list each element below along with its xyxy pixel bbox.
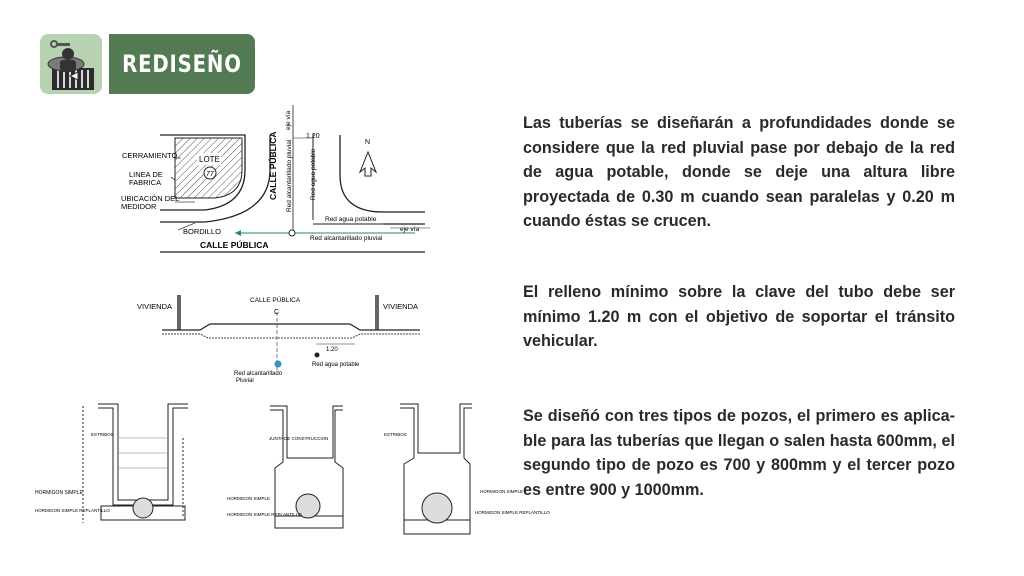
manhole-3-estribos-label: ESTRIBOS bbox=[384, 432, 407, 437]
section-dim-120: 1.20 bbox=[326, 347, 338, 353]
cross-section-drawing bbox=[130, 292, 430, 387]
manhole-type-1-drawing bbox=[33, 398, 193, 540]
page-title: REDISEÑO bbox=[122, 50, 242, 78]
plan-linea-fabrica-2: FABRICA bbox=[129, 178, 162, 187]
plan-red-pluvial-vertical: Red alcantarillado pluvial bbox=[286, 139, 293, 212]
header-icon-box bbox=[40, 34, 102, 94]
north-label: N bbox=[365, 139, 371, 146]
plan-view-drawing bbox=[115, 100, 435, 262]
manhole-2-hormigon-label: HORMIGON SIMPLE bbox=[227, 496, 271, 501]
paragraph-pipe-depth: Las tuberías se diseñarán a profundidades donde se considere que la red pluvial pase por debajo de la red de agua potable, donde se deje una altura libre proyectada de 0.30 m cuando sean paralelas y 0.20 m cuando éstas se crucen. bbox=[523, 114, 955, 230]
plan-eje-via-top: eje vía bbox=[285, 110, 292, 130]
plan-lote-number: 77 bbox=[206, 171, 214, 178]
plan-medidor-2: MEDIDOR bbox=[121, 202, 157, 211]
section-axis-label: C bbox=[274, 309, 280, 316]
manhole-1-hormigon-label: HORMIGON SIMPLE bbox=[35, 490, 83, 496]
manhole-3-replantillo-label: HORMIGON SIMPLE REPLANTILLO bbox=[475, 510, 550, 515]
plan-linea-fabrica-1: LINEA DE bbox=[129, 170, 163, 179]
plan-red-agua-horizontal: Red agua potable bbox=[325, 216, 377, 223]
manhole-2-junta-label: JUNTA DE CONSTRUCCION bbox=[269, 436, 329, 441]
section-calle-publica: CALLE PÚBLICA bbox=[250, 297, 301, 304]
paragraph-fill-minimum: El relleno mínimo sobre la clave del tubo debe ser mínimo 1.20 m con el objetivo de soportar el tránsito vehicular. bbox=[523, 283, 955, 350]
plan-calle-publica-vertical: CALLE PÚBLICA bbox=[268, 131, 278, 200]
plan-lote-label: LOTE bbox=[199, 155, 220, 164]
plan-eje-via-right: eje vía bbox=[400, 226, 420, 233]
manhole-1-estribos-label: ESTRIBOS bbox=[91, 432, 114, 437]
manhole-worker-icon bbox=[40, 34, 102, 94]
manhole-type-3-drawing bbox=[380, 398, 550, 540]
plan-bordillo-label: BORDILLO bbox=[183, 227, 221, 236]
section-red-pluvial-1: Red alcantarillado bbox=[234, 371, 283, 377]
plan-red-agua-vertical: Red agua potable bbox=[310, 148, 317, 200]
section-red-agua: Red agua potable bbox=[312, 362, 360, 368]
title-banner bbox=[109, 34, 255, 94]
plan-dim-120: 1.20 bbox=[306, 133, 320, 140]
manhole-1-replantillo-label: HORMIGON SIMPLE REPLANTILLO bbox=[35, 508, 110, 513]
plan-medidor-1: UBICACIÓN DEL bbox=[121, 194, 180, 203]
plan-cerramiento-label: CERRAMIENTO bbox=[122, 151, 178, 160]
manhole-2-replantillo-label: HORMIGON SIMPLE REPLANTILLO bbox=[227, 512, 302, 517]
section-red-pluvial-2: Pluvial bbox=[236, 378, 254, 384]
north-arrow-icon bbox=[360, 152, 376, 176]
section-vivienda-left: VIVIENDA bbox=[137, 302, 173, 311]
plan-calle-publica-horizontal: CALLE PÚBLICA bbox=[200, 240, 269, 250]
paragraph-manhole-types: Se diseñó con tres tipos de pozos, el primero es aplica-ble para las tuberías que llegan o salen hasta 600mm, el segundo tipo de pozo es 700 y 800mm y el tercer pozo es entre 900 y 1000mm. bbox=[523, 407, 955, 499]
manhole-type-2-drawing bbox=[225, 398, 365, 540]
manhole-3-hormigon-label: HORMIGON SIMPLE bbox=[480, 489, 524, 494]
section-vivienda-right: VIVIENDA bbox=[383, 302, 419, 311]
plan-red-pluvial-horizontal: Red alcantarillado pluvial bbox=[310, 235, 383, 242]
